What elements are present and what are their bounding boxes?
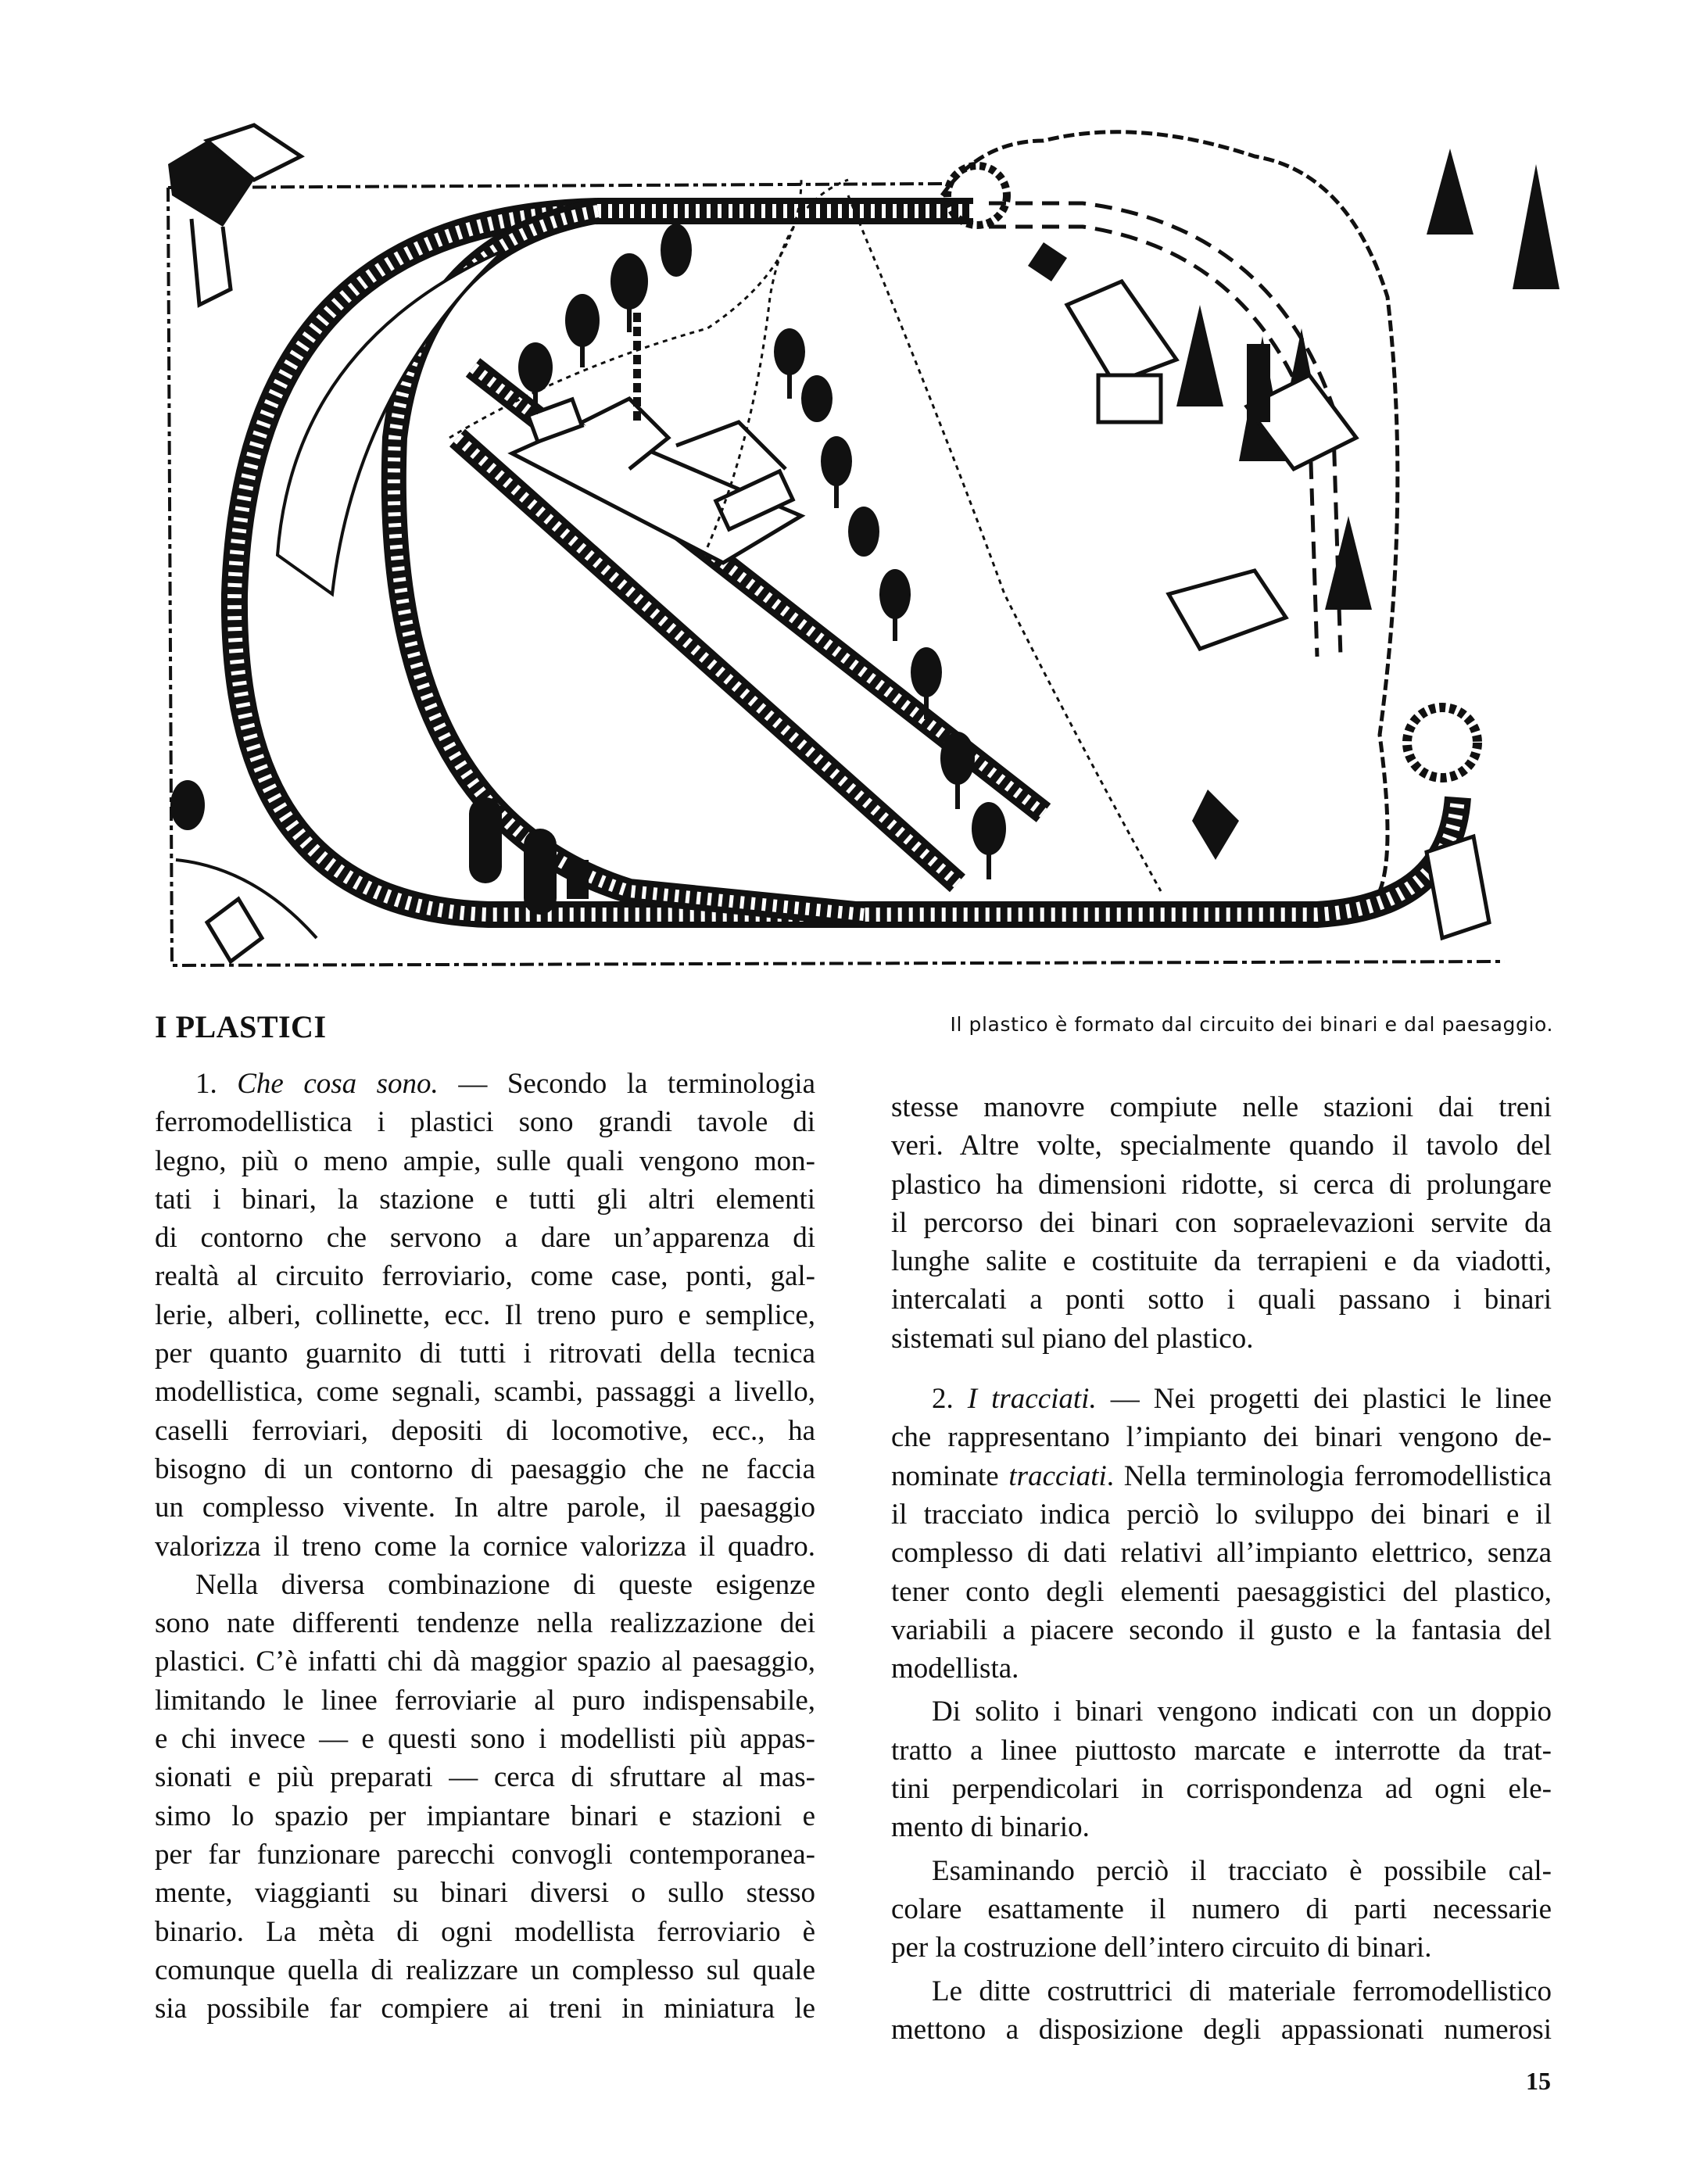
text-line: ferromodellistica i plastici sono grandi tavole di: [155, 1106, 815, 1139]
text-line: tati i binari, la stazione e tutti gli altri elementi: [155, 1183, 815, 1216]
text-line: modellista.: [891, 1653, 1019, 1685]
text-line: il tracciato indica perciò lo sviluppo dei binari e il: [891, 1498, 1552, 1531]
text-line: mente, viaggianti su binari diversi o sullo stesso: [155, 1877, 815, 1910]
text-line: Nella diversa combinazione di queste esigenze: [195, 1568, 815, 1601]
text-line: modellistica, come segnali, scambi, passaggi a livello,: [155, 1376, 815, 1409]
text-line: simo lo spazio per impiantare binari e stazioni e: [155, 1799, 815, 1832]
text-line: sistemati sul piano del plastico.: [891, 1322, 1254, 1355]
text-line: tener conto degli elementi paesaggistici del plastico,: [891, 1575, 1552, 1608]
text-line: plastici. C’è infatti chi dà maggior spazio al paesaggio,: [155, 1645, 815, 1678]
text-line: per quanto guarnito di tutti i ritrovati della tecnica: [155, 1337, 815, 1370]
text-line: caselli ferroviari, depositi di locomotive, ecc., ha: [155, 1414, 815, 1447]
text-line: intercalati a ponti sotto i quali passano i binari: [891, 1284, 1552, 1316]
signal-cabin: [1192, 790, 1239, 860]
section-1-first-line: 1. Che cosa sono. — Secondo la terminologia: [195, 1068, 815, 1100]
text-line: e chi invece — e questi sono i modellisti più appas-: [155, 1723, 815, 1756]
text-line: tini perpendicolari in corrispondenza ad ogni ele-: [891, 1773, 1552, 1806]
text-line: mettono a disposizione degli appassionati numerosi: [891, 2013, 1552, 2046]
text-line: limitando le linee ferroviarie al puro indispensabile,: [155, 1684, 815, 1717]
storage-tank-1: [469, 797, 502, 883]
house-lower-right: [1427, 836, 1489, 938]
small-shelter: [1028, 242, 1067, 281]
text-line: plastico ha dimensioni ridotte, si cerca di prolungare: [891, 1168, 1552, 1201]
model-railway-illustration: [160, 109, 1559, 969]
storage-tank-2: [524, 829, 557, 915]
page-number: 15: [1526, 2067, 1551, 2095]
text-line: il percorso dei binari con sopraelevazioni servite da: [891, 1206, 1552, 1239]
text-line: Esaminando perciò il tracciato è possibile cal-: [932, 1854, 1552, 1887]
section-2-dash: —: [1110, 1383, 1140, 1416]
text-line: variabili a piacere secondo il gusto e la fantasia del: [891, 1613, 1552, 1646]
text-line: un complesso vivente. In altre parole, il paesaggio: [155, 1491, 815, 1524]
pine-trees: [1176, 149, 1559, 610]
section-2-first-line: 2. I tracciati. — Nei progetti dei plastici le linee: [932, 1383, 1552, 1416]
truck: [567, 860, 589, 899]
text-line: Di solito i binari vengono indicati con un doppio: [932, 1696, 1552, 1728]
left-column: [155, 1065, 815, 2028]
board-border: [168, 184, 1505, 965]
text-line: binario. La mèta di ogni modellista ferroviario è: [155, 1915, 815, 1948]
text-line: bisogno di un contorno di paesaggio che ne faccia: [155, 1452, 815, 1485]
figure-caption: Il plastico è formato dal circuito dei binari e dal paesaggio.: [950, 1013, 1553, 1036]
right-column: [891, 1088, 1552, 2049]
text-line: tratto a linee piuttosto marcate e interrotte da trat-: [891, 1734, 1552, 1767]
text-line: che rappresentano l’impianto dei binari vengono de-: [891, 1421, 1552, 1454]
section-2-title: I tracciati.: [967, 1383, 1097, 1416]
text-line: realtà al circuito ferroviario, come case, ponti, gal-: [155, 1260, 815, 1293]
text-line: Le ditte costruttrici di materiale ferromodellistico: [932, 1975, 1552, 2007]
section-heading: I PLASTICI: [155, 1009, 327, 1044]
house-upper: [1067, 281, 1176, 422]
text-line: sono nate differenti tendenze nella realizzazione dei: [155, 1607, 815, 1640]
term-tracciati: tracciati: [1008, 1459, 1107, 1492]
text-line: nominate tracciati. Nella terminologia ferromodellistica: [891, 1459, 1552, 1492]
text-line: per far funzionare parecchi convogli contemporanea-: [155, 1838, 815, 1871]
house-lower-left: [176, 860, 317, 961]
section-1-dash: —: [458, 1068, 488, 1100]
text-line: complesso di dati relativi all’impianto elettrico, senza: [891, 1537, 1552, 1570]
text-line: stesse manovre compiute nelle stazioni dai treni: [891, 1091, 1552, 1123]
text-line: valorizza il treno come la cornice valorizza il quadro.: [155, 1530, 815, 1563]
section-1-number: 1.: [195, 1068, 217, 1100]
text-line: di contorno che servono a dare un’apparenza di: [155, 1222, 815, 1255]
text-line: colare esattamente il numero di parti necessarie: [891, 1892, 1552, 1925]
text-line: sia possibile far compiere ai treni in miniatura le: [155, 1993, 815, 2025]
text-line: veri. Altre volte, specialmente quando il tavolo del: [891, 1130, 1552, 1162]
text-line: legno, più o meno ampie, sulle quali vengono mon-: [155, 1144, 815, 1177]
tunnel-right: [1407, 707, 1477, 778]
section-2-number: 2.: [932, 1383, 954, 1416]
text-line: mento di binario.: [891, 1811, 1090, 1844]
section-1-title: Che cosa sono.: [237, 1068, 439, 1100]
text-line: comunque quella di realizzare un complesso sul quale: [155, 1953, 815, 1986]
station-building: [168, 125, 301, 305]
house-middle: [1169, 571, 1286, 649]
text-line: per la costruzione dell’intero circuito di binari.: [891, 1932, 1432, 1964]
text-line: sionati e più preparati — cerca di sfruttare al mas-: [155, 1761, 815, 1794]
text-line: lerie, alberi, collinette, ecc. Il treno puro e semplice,: [155, 1298, 815, 1331]
text-line: lunghe salite e costituite da terrapieni e da viadotti,: [891, 1245, 1552, 1278]
